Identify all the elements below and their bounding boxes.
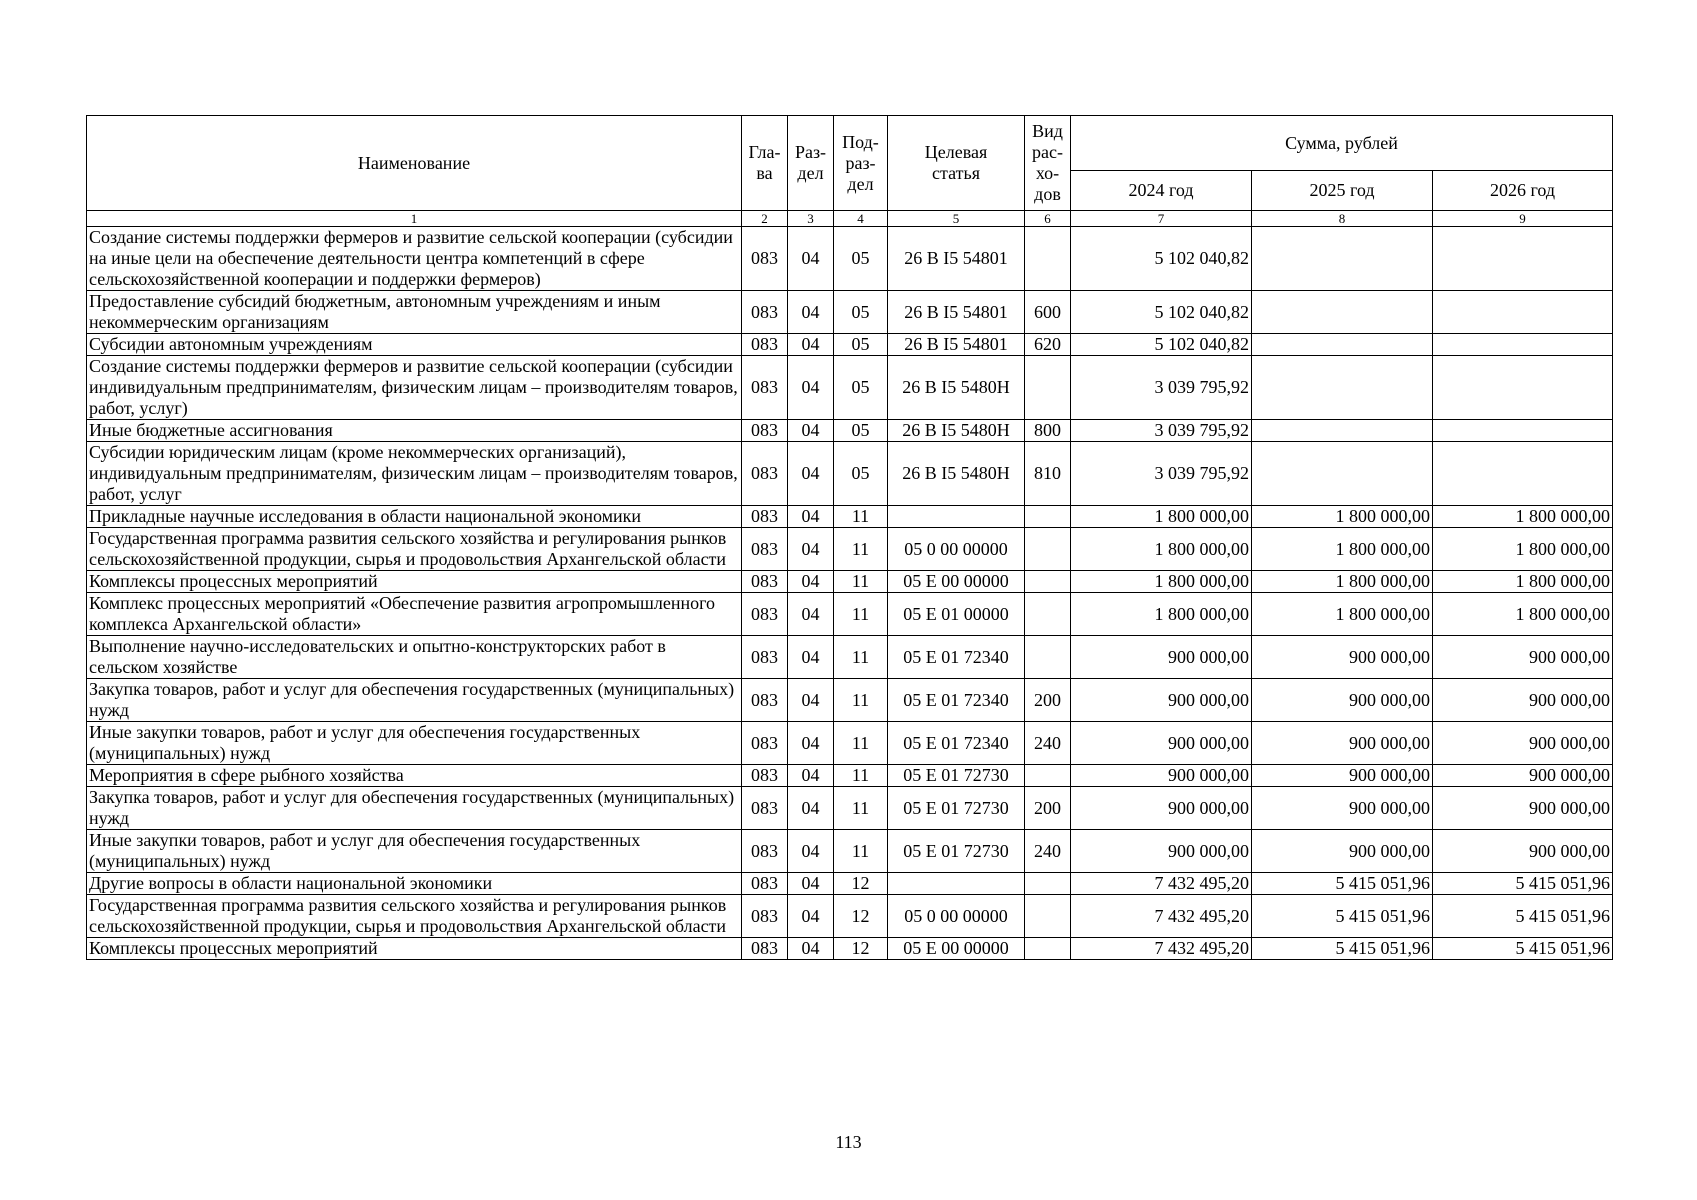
- row-sum-2024: 5 102 040,82: [1071, 334, 1252, 356]
- row-section: 04: [788, 356, 834, 420]
- row-chapter: 083: [742, 938, 788, 960]
- table-row: [87, 787, 1613, 830]
- row-sum-2026: 5 415 051,96: [1433, 938, 1613, 960]
- row-name: Мероприятия в сфере рыбного хозяйства: [87, 765, 742, 787]
- row-sum-2026: [1433, 227, 1613, 291]
- row-chapter: 083: [742, 830, 788, 873]
- row-expense-type: 240: [1025, 830, 1071, 873]
- row-chapter: 083: [742, 571, 788, 593]
- table-body: [87, 227, 1613, 960]
- row-expense-type: [1025, 571, 1071, 593]
- row-sum-2024: 5 102 040,82: [1071, 291, 1252, 334]
- row-sum-2025: 900 000,00: [1252, 679, 1433, 722]
- row-expense-type: 200: [1025, 787, 1071, 830]
- row-sum-2026: 900 000,00: [1433, 787, 1613, 830]
- row-sum-2025: 1 800 000,00: [1252, 593, 1433, 636]
- row-chapter: 083: [742, 787, 788, 830]
- row-name: Создание системы поддержки фермеров и развитие сельской кооперации (субсидии индивидуальным предпринимателям, физическим лицам – производителям товаров, работ, услуг): [87, 356, 742, 420]
- budget-table: [86, 115, 1613, 960]
- row-name: Другие вопросы в области национальной экономики: [87, 873, 742, 895]
- table-row: [87, 506, 1613, 528]
- row-sum-2025: [1252, 420, 1433, 442]
- row-sum-2025: 1 800 000,00: [1252, 528, 1433, 571]
- row-sum-2025: [1252, 442, 1433, 506]
- table-row: [87, 593, 1613, 636]
- table-row: [87, 895, 1613, 938]
- row-expense-type: 800: [1025, 420, 1071, 442]
- row-name: Субсидии юридическим лицам (кроме некоммерческих организаций), индивидуальным предпринимателям, физическим лицам – производителям товаров, работ, услуг: [87, 442, 742, 506]
- table-row: [87, 636, 1613, 679]
- header-target: Целевая статья: [888, 116, 1025, 211]
- row-target: 05 Е 01 72730: [888, 765, 1025, 787]
- column-number: 5: [888, 211, 1025, 227]
- row-sum-2024: 7 432 495,20: [1071, 938, 1252, 960]
- row-target: 05 Е 00 00000: [888, 938, 1025, 960]
- row-section: 04: [788, 442, 834, 506]
- row-sum-2025: 5 415 051,96: [1252, 873, 1433, 895]
- row-section: 04: [788, 873, 834, 895]
- row-subsection: 05: [834, 442, 888, 506]
- table-row: [87, 227, 1613, 291]
- header-expense-type: Вид рас- хо- дов: [1025, 116, 1071, 211]
- page-number: 113: [835, 1132, 862, 1152]
- row-section: 04: [788, 895, 834, 938]
- row-sum-2026: 1 800 000,00: [1433, 571, 1613, 593]
- table-row: [87, 830, 1613, 873]
- column-number: 2: [742, 211, 788, 227]
- row-sum-2025: 5 415 051,96: [1252, 938, 1433, 960]
- table-row: [87, 334, 1613, 356]
- row-expense-type: 600: [1025, 291, 1071, 334]
- row-subsection: 05: [834, 227, 888, 291]
- row-target: 05 0 00 00000: [888, 528, 1025, 571]
- row-subsection: 05: [834, 334, 888, 356]
- row-target: 05 Е 01 72730: [888, 787, 1025, 830]
- row-sum-2025: [1252, 291, 1433, 334]
- row-name: Государственная программа развития сельского хозяйства и регулирования рынков сельскохозяйственной продукции, сырья и продовольствия Архангельской области: [87, 528, 742, 571]
- row-target: 26 В I5 5480Н: [888, 420, 1025, 442]
- table-row: [87, 722, 1613, 765]
- row-sum-2024: 1 800 000,00: [1071, 593, 1252, 636]
- row-subsection: 11: [834, 636, 888, 679]
- row-expense-type: [1025, 636, 1071, 679]
- row-sum-2024: 3 039 795,92: [1071, 442, 1252, 506]
- table-row: [87, 442, 1613, 506]
- row-subsection: 05: [834, 420, 888, 442]
- header-chapter: Гла- ва: [742, 116, 788, 211]
- row-name: Прикладные научные исследования в области национальной экономики: [87, 506, 742, 528]
- row-chapter: 083: [742, 765, 788, 787]
- row-expense-type: [1025, 938, 1071, 960]
- row-expense-type: 810: [1025, 442, 1071, 506]
- row-section: 04: [788, 722, 834, 765]
- row-sum-2024: 5 102 040,82: [1071, 227, 1252, 291]
- row-target: [888, 506, 1025, 528]
- row-sum-2025: 5 415 051,96: [1252, 895, 1433, 938]
- row-expense-type: 240: [1025, 722, 1071, 765]
- row-name: Иные закупки товаров, работ и услуг для обеспечения государственных (муниципальных) нужд: [87, 830, 742, 873]
- column-number-row: [87, 211, 1613, 227]
- row-sum-2026: 5 415 051,96: [1433, 873, 1613, 895]
- row-target: 05 Е 01 72340: [888, 679, 1025, 722]
- row-chapter: 083: [742, 420, 788, 442]
- table-row: [87, 873, 1613, 895]
- column-number: 4: [834, 211, 888, 227]
- row-target: 26 В I5 54801: [888, 291, 1025, 334]
- column-number: 8: [1252, 211, 1433, 227]
- row-target: 05 0 00 00000: [888, 895, 1025, 938]
- column-number: 6: [1025, 211, 1071, 227]
- row-section: 04: [788, 227, 834, 291]
- row-section: 04: [788, 787, 834, 830]
- row-target: 26 В I5 54801: [888, 334, 1025, 356]
- row-name: Субсидии автономным учреждениям: [87, 334, 742, 356]
- row-section: 04: [788, 636, 834, 679]
- row-chapter: 083: [742, 291, 788, 334]
- row-sum-2025: [1252, 227, 1433, 291]
- row-name: Иные закупки товаров, работ и услуг для обеспечения государственных (муниципальных) нужд: [87, 722, 742, 765]
- table-row: [87, 679, 1613, 722]
- row-sum-2024: 900 000,00: [1071, 722, 1252, 765]
- row-sum-2025: 900 000,00: [1252, 830, 1433, 873]
- row-subsection: 11: [834, 593, 888, 636]
- row-subsection: 05: [834, 356, 888, 420]
- row-sum-2024: 3 039 795,92: [1071, 356, 1252, 420]
- row-chapter: 083: [742, 679, 788, 722]
- row-name: Комплексы процессных мероприятий: [87, 938, 742, 960]
- row-sum-2024: 7 432 495,20: [1071, 873, 1252, 895]
- row-subsection: 11: [834, 722, 888, 765]
- header-name: Наименование: [87, 116, 742, 211]
- row-sum-2025: [1252, 334, 1433, 356]
- row-sum-2024: 900 000,00: [1071, 636, 1252, 679]
- row-expense-type: [1025, 873, 1071, 895]
- row-chapter: 083: [742, 528, 788, 571]
- header-section: Раз- дел: [788, 116, 834, 211]
- row-sum-2026: 900 000,00: [1433, 765, 1613, 787]
- row-section: 04: [788, 938, 834, 960]
- column-number: 1: [87, 211, 742, 227]
- row-chapter: 083: [742, 356, 788, 420]
- table-row: [87, 356, 1613, 420]
- header-2025: 2025 год: [1252, 171, 1433, 211]
- row-sum-2026: 900 000,00: [1433, 830, 1613, 873]
- row-subsection: 05: [834, 291, 888, 334]
- row-expense-type: [1025, 895, 1071, 938]
- row-subsection: 11: [834, 830, 888, 873]
- column-number: 9: [1433, 211, 1613, 227]
- row-expense-type: [1025, 593, 1071, 636]
- header-2024: 2024 год: [1071, 171, 1252, 211]
- row-expense-type: 200: [1025, 679, 1071, 722]
- header-2026: 2026 год: [1433, 171, 1613, 211]
- column-number: 7: [1071, 211, 1252, 227]
- row-sum-2026: [1433, 291, 1613, 334]
- column-number: 3: [788, 211, 834, 227]
- row-expense-type: [1025, 227, 1071, 291]
- row-section: 04: [788, 506, 834, 528]
- row-sum-2025: 900 000,00: [1252, 787, 1433, 830]
- row-sum-2024: 900 000,00: [1071, 787, 1252, 830]
- table-row: [87, 765, 1613, 787]
- row-subsection: 11: [834, 528, 888, 571]
- row-target: 05 Е 01 00000: [888, 593, 1025, 636]
- row-sum-2025: 1 800 000,00: [1252, 571, 1433, 593]
- row-section: 04: [788, 765, 834, 787]
- row-subsection: 11: [834, 679, 888, 722]
- row-sum-2025: [1252, 356, 1433, 420]
- row-subsection: 11: [834, 787, 888, 830]
- row-section: 04: [788, 420, 834, 442]
- row-section: 04: [788, 679, 834, 722]
- row-sum-2025: 1 800 000,00: [1252, 506, 1433, 528]
- row-subsection: 12: [834, 938, 888, 960]
- row-sum-2026: 1 800 000,00: [1433, 593, 1613, 636]
- row-chapter: 083: [742, 334, 788, 356]
- row-name: Выполнение научно-исследовательских и опытно-конструкторских работ в сельском хозяйстве: [87, 636, 742, 679]
- row-name: Комплексы процессных мероприятий: [87, 571, 742, 593]
- header-sum: Сумма, рублей: [1071, 116, 1613, 171]
- row-chapter: 083: [742, 593, 788, 636]
- row-target: 05 Е 01 72340: [888, 636, 1025, 679]
- row-sum-2026: 1 800 000,00: [1433, 506, 1613, 528]
- row-target: [888, 873, 1025, 895]
- row-chapter: 083: [742, 227, 788, 291]
- row-chapter: 083: [742, 895, 788, 938]
- row-sum-2024: 900 000,00: [1071, 679, 1252, 722]
- row-subsection: 11: [834, 571, 888, 593]
- row-subsection: 11: [834, 506, 888, 528]
- table-row: [87, 571, 1613, 593]
- row-sum-2024: 1 800 000,00: [1071, 506, 1252, 528]
- row-name: Государственная программа развития сельского хозяйства и регулирования рынков сельскохозяйственной продукции, сырья и продовольствия Архангельской области: [87, 895, 742, 938]
- row-name: Закупка товаров, работ и услуг для обеспечения государственных (муниципальных) нужд: [87, 787, 742, 830]
- row-chapter: 083: [742, 506, 788, 528]
- row-sum-2026: 5 415 051,96: [1433, 895, 1613, 938]
- row-sum-2024: 900 000,00: [1071, 830, 1252, 873]
- row-expense-type: [1025, 506, 1071, 528]
- row-expense-type: [1025, 528, 1071, 571]
- row-subsection: 11: [834, 765, 888, 787]
- row-sum-2026: 900 000,00: [1433, 722, 1613, 765]
- row-chapter: 083: [742, 722, 788, 765]
- row-sum-2025: 900 000,00: [1252, 636, 1433, 679]
- table-row: [87, 528, 1613, 571]
- row-sum-2026: 1 800 000,00: [1433, 528, 1613, 571]
- row-section: 04: [788, 830, 834, 873]
- row-chapter: 083: [742, 873, 788, 895]
- row-section: 04: [788, 528, 834, 571]
- row-target: 26 В I5 54801: [888, 227, 1025, 291]
- row-subsection: 12: [834, 895, 888, 938]
- row-section: 04: [788, 571, 834, 593]
- row-section: 04: [788, 593, 834, 636]
- row-subsection: 12: [834, 873, 888, 895]
- row-sum-2024: 3 039 795,92: [1071, 420, 1252, 442]
- row-name: Предоставление субсидий бюджетным, автономным учреждениям и иным некоммерческим организациям: [87, 291, 742, 334]
- row-target: 05 Е 01 72730: [888, 830, 1025, 873]
- row-sum-2024: 1 800 000,00: [1071, 528, 1252, 571]
- row-name: Иные бюджетные ассигнования: [87, 420, 742, 442]
- row-sum-2026: [1433, 356, 1613, 420]
- row-sum-2026: [1433, 420, 1613, 442]
- row-sum-2025: 900 000,00: [1252, 765, 1433, 787]
- row-name: Закупка товаров, работ и услуг для обеспечения государственных (муниципальных) нужд: [87, 679, 742, 722]
- row-sum-2026: 900 000,00: [1433, 636, 1613, 679]
- row-name: Создание системы поддержки фермеров и развитие сельской кооперации (субсидии на иные цели на обеспечение деятельности центра компетенций в сфере сельскохозяйственной кооперации и поддержки фермеров): [87, 227, 742, 291]
- row-expense-type: [1025, 765, 1071, 787]
- row-name: Комплекс процессных мероприятий «Обеспечение развития агропромышленного комплекса Архангельской области»: [87, 593, 742, 636]
- row-sum-2024: 7 432 495,20: [1071, 895, 1252, 938]
- row-sum-2026: 900 000,00: [1433, 679, 1613, 722]
- row-target: 26 В I5 5480Н: [888, 356, 1025, 420]
- row-sum-2026: [1433, 442, 1613, 506]
- row-chapter: 083: [742, 442, 788, 506]
- row-target: 05 Е 00 00000: [888, 571, 1025, 593]
- row-expense-type: 620: [1025, 334, 1071, 356]
- row-sum-2025: 900 000,00: [1252, 722, 1433, 765]
- table-row: [87, 420, 1613, 442]
- row-section: 04: [788, 334, 834, 356]
- table-row: [87, 291, 1613, 334]
- row-sum-2024: 1 800 000,00: [1071, 571, 1252, 593]
- row-section: 04: [788, 291, 834, 334]
- row-target: 05 Е 01 72340: [888, 722, 1025, 765]
- row-sum-2024: 900 000,00: [1071, 765, 1252, 787]
- table-row: [87, 938, 1613, 960]
- header-subsection: Под- раз- дел: [834, 116, 888, 211]
- row-target: 26 В I5 5480Н: [888, 442, 1025, 506]
- row-expense-type: [1025, 356, 1071, 420]
- row-sum-2026: [1433, 334, 1613, 356]
- row-chapter: 083: [742, 636, 788, 679]
